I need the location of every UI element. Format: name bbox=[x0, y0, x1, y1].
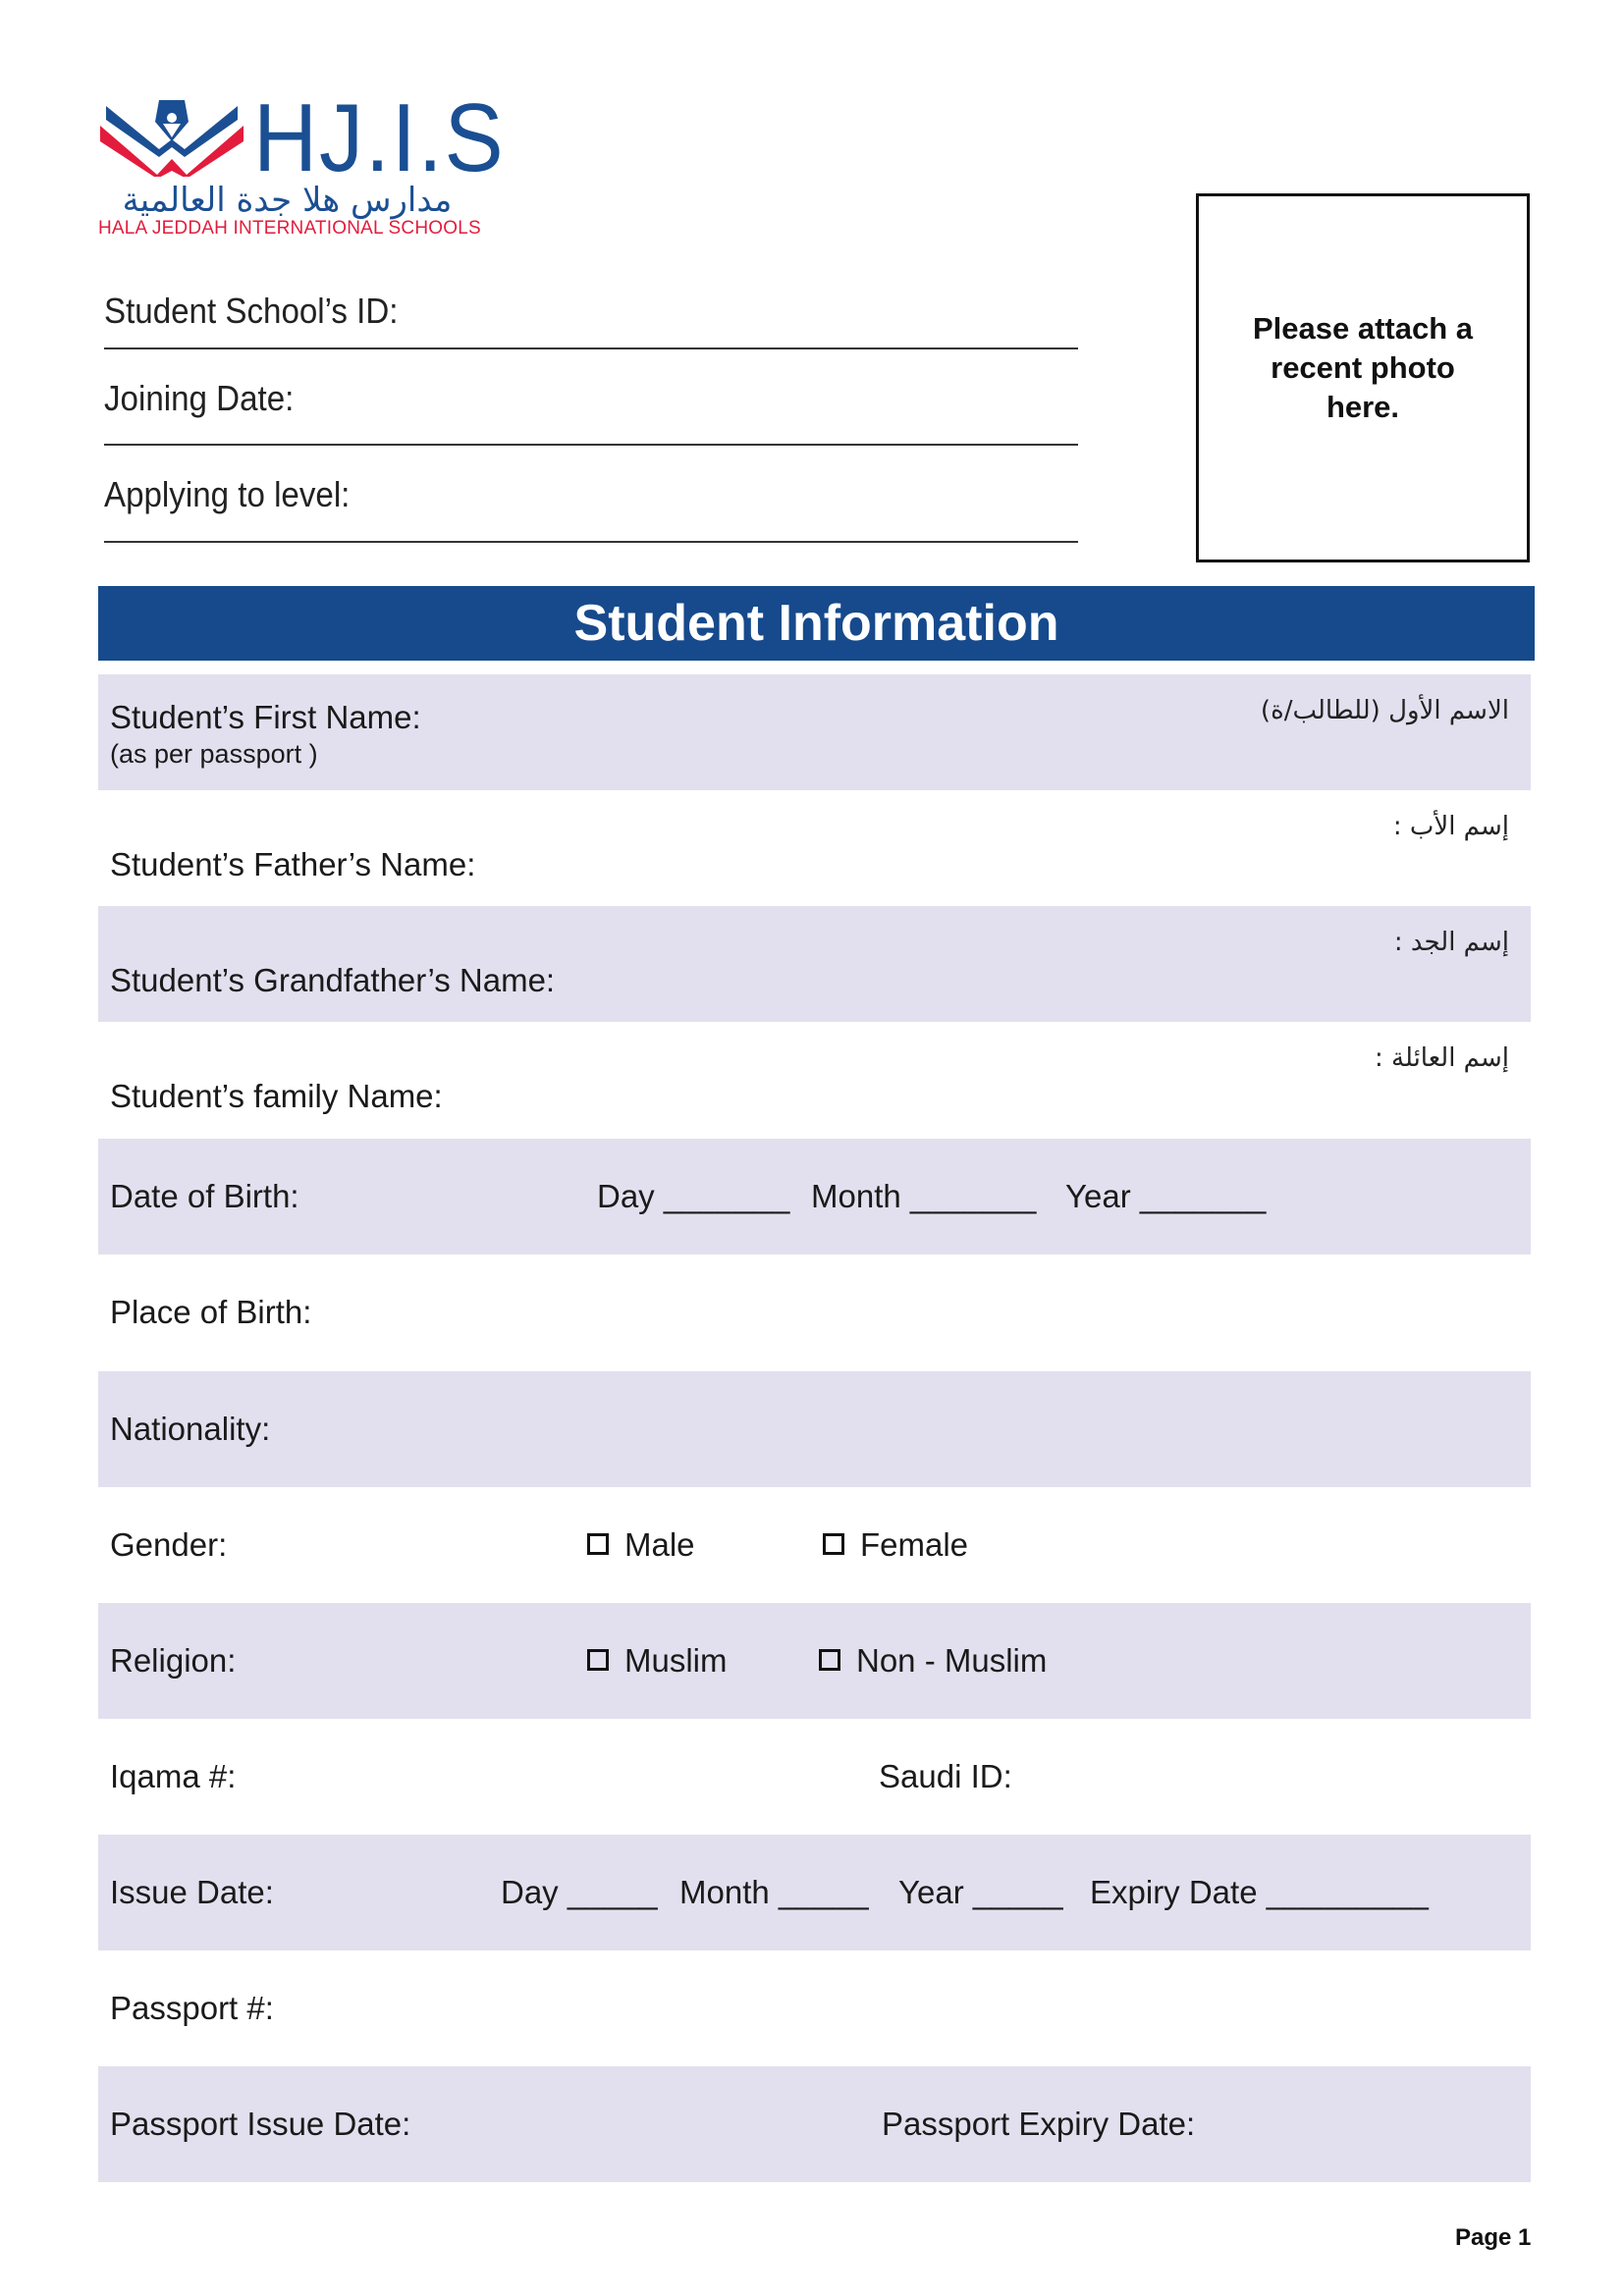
issue-day-field[interactable]: Day _____ bbox=[501, 1874, 658, 1910]
issue-month-field[interactable]: Month _____ bbox=[679, 1874, 869, 1910]
applying-level-label: Applying to level: bbox=[104, 474, 351, 514]
religion-non-muslim-option[interactable]: Non - Muslim bbox=[819, 1642, 1047, 1680]
iqama-row[interactable] bbox=[98, 1719, 1531, 1835]
gender-row bbox=[98, 1487, 1531, 1603]
issue-date-label: Issue Date: bbox=[110, 1874, 274, 1910]
non-muslim-checkbox[interactable] bbox=[819, 1649, 840, 1671]
photo-instruction: Please attach a recent photo here. bbox=[1252, 311, 1474, 424]
dob-day-field[interactable]: Day _______ bbox=[597, 1178, 790, 1214]
school-logo bbox=[98, 83, 506, 241]
gender-female-option[interactable]: Female bbox=[823, 1526, 968, 1564]
open-book-logo-icon bbox=[98, 98, 245, 177]
first-name-arabic-label: الاسم الأول (للطالب/ة) bbox=[1260, 696, 1509, 725]
first-name-row[interactable] bbox=[98, 674, 1531, 790]
nationality-row[interactable] bbox=[98, 1371, 1531, 1487]
place-of-birth-label: Place of Birth: bbox=[110, 1294, 312, 1330]
place-of-birth-row[interactable] bbox=[98, 1255, 1531, 1370]
photo-box bbox=[1196, 193, 1530, 562]
religion-label: Religion: bbox=[110, 1642, 237, 1679]
passport-expiry-date-label: Passport Expiry Date: bbox=[882, 2106, 1196, 2142]
family-name-label: Student’s family Name: bbox=[110, 1077, 443, 1114]
logo-arabic-name: مدارس هلا جدة العالمية bbox=[122, 181, 453, 220]
page-number: Page 1 bbox=[1455, 2224, 1532, 2251]
passport-issue-date-label: Passport Issue Date: bbox=[110, 2106, 411, 2142]
gender-label: Gender: bbox=[110, 1526, 228, 1563]
passport-dates-row[interactable] bbox=[98, 2066, 1531, 2182]
female-checkbox[interactable] bbox=[823, 1533, 844, 1555]
passport-row[interactable] bbox=[98, 1950, 1531, 2066]
nationality-label: Nationality: bbox=[110, 1411, 271, 1447]
grandfather-name-arabic-label: إسم الجد : bbox=[1393, 928, 1509, 957]
student-school-id-label: Student School’s ID: bbox=[104, 291, 399, 331]
grandfather-name-label: Student’s Grandfather’s Name: bbox=[110, 961, 556, 998]
first-name-label: Student’s First Name: (as per passport ) bbox=[110, 699, 421, 769]
religion-muslim-option[interactable]: Muslim bbox=[587, 1642, 728, 1680]
logo-english-name: HALA JEDDAH INTERNATIONAL SCHOOLS bbox=[98, 218, 481, 239]
joining-date-field[interactable] bbox=[104, 444, 1078, 446]
date-of-birth-row bbox=[98, 1139, 1531, 1255]
male-checkbox[interactable] bbox=[587, 1533, 609, 1555]
date-of-birth-label: Date of Birth: bbox=[110, 1178, 299, 1214]
religion-row bbox=[98, 1603, 1531, 1719]
issue-date-row bbox=[98, 1835, 1531, 1950]
issue-year-field[interactable]: Year _____ bbox=[898, 1874, 1063, 1910]
father-name-row[interactable] bbox=[98, 790, 1531, 906]
grandfather-name-row[interactable] bbox=[98, 906, 1531, 1022]
passport-label: Passport #: bbox=[110, 1990, 274, 2026]
joining-date-label: Joining Date: bbox=[104, 378, 295, 418]
gender-male-option[interactable]: Male bbox=[587, 1526, 695, 1564]
student-school-id-field[interactable] bbox=[104, 347, 1078, 349]
muslim-checkbox[interactable] bbox=[587, 1649, 609, 1671]
saudi-id-label: Saudi ID: bbox=[879, 1758, 1012, 1794]
passport-note: (as per passport ) bbox=[110, 739, 318, 769]
expiry-date-field[interactable]: Expiry Date _________ bbox=[1090, 1874, 1429, 1910]
dob-year-field[interactable]: Year _______ bbox=[1065, 1178, 1267, 1214]
father-name-label: Student’s Father’s Name: bbox=[110, 845, 476, 882]
family-name-row[interactable] bbox=[98, 1022, 1531, 1138]
iqama-label: Iqama #: bbox=[110, 1758, 237, 1794]
dob-month-field[interactable]: Month _______ bbox=[811, 1178, 1037, 1214]
applying-level-field[interactable] bbox=[104, 541, 1078, 543]
logo-abbreviation: HJ.I.S bbox=[253, 83, 506, 191]
section-title: Student Information bbox=[98, 586, 1535, 661]
father-name-arabic-label: إسم الأب : bbox=[1392, 812, 1509, 841]
family-name-arabic-label: إسم العائلة : bbox=[1375, 1043, 1509, 1073]
